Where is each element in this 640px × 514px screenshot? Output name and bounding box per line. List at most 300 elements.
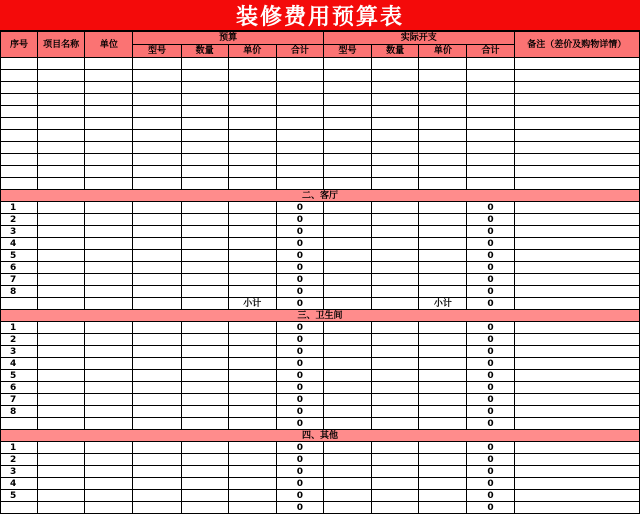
cell-note[interactable]	[514, 178, 639, 190]
cell-actual-unit-price[interactable]	[419, 94, 467, 106]
cell-budget-quantity[interactable]	[181, 82, 228, 94]
cell-budget-model[interactable]	[133, 274, 181, 286]
cell-unit[interactable]	[85, 286, 133, 298]
cell-budget-quantity[interactable]	[181, 238, 228, 250]
cell-actual-quantity[interactable]	[372, 286, 419, 298]
cell-actual-quantity[interactable]	[372, 130, 419, 142]
cell-actual-unit-price[interactable]	[419, 406, 467, 418]
cell-note[interactable]	[514, 58, 639, 70]
cell-budget-total[interactable]	[276, 178, 323, 190]
cell-unit[interactable]	[85, 370, 133, 382]
cell-actual-quantity[interactable]	[372, 346, 419, 358]
cell-unit[interactable]	[85, 466, 133, 478]
cell-budget-total[interactable]	[276, 118, 323, 130]
cell-budget-model[interactable]	[133, 334, 181, 346]
cell-note[interactable]	[514, 490, 639, 502]
cell-actual-model[interactable]	[323, 382, 371, 394]
cell-budget-quantity[interactable]	[181, 94, 228, 106]
cell-budget-unit-price[interactable]	[228, 334, 276, 346]
cell-note[interactable]	[514, 238, 639, 250]
cell-note[interactable]	[514, 214, 639, 226]
cell-budget-model[interactable]	[133, 166, 181, 178]
cell-budget-unit-price[interactable]	[228, 490, 276, 502]
cell-budget-total[interactable]	[276, 154, 323, 166]
cell-note[interactable]	[514, 94, 639, 106]
cell-budget-quantity[interactable]	[181, 178, 228, 190]
cell-unit[interactable]	[85, 226, 133, 238]
cell-budget-quantity[interactable]	[181, 202, 228, 214]
cell-budget-unit-price[interactable]	[228, 478, 276, 490]
cell-actual-quantity[interactable]	[372, 322, 419, 334]
cell-budget-quantity[interactable]	[181, 322, 228, 334]
cell-note[interactable]	[514, 502, 639, 514]
cell-seq[interactable]	[1, 154, 38, 166]
cell-actual-unit-price[interactable]	[419, 142, 467, 154]
cell-unit[interactable]	[85, 490, 133, 502]
cell-actual-quantity[interactable]	[372, 370, 419, 382]
cell-unit[interactable]	[85, 298, 133, 310]
cell-actual-model[interactable]	[323, 370, 371, 382]
cell-note[interactable]	[514, 478, 639, 490]
cell-item-name[interactable]	[38, 502, 85, 514]
cell-actual-model[interactable]	[323, 214, 371, 226]
cell-item-name[interactable]	[38, 214, 85, 226]
cell-budget-unit-price[interactable]	[228, 382, 276, 394]
cell-actual-model[interactable]	[323, 406, 371, 418]
cell-budget-model[interactable]	[133, 298, 181, 310]
cell-budget-quantity[interactable]	[181, 154, 228, 166]
cell-budget-quantity[interactable]	[181, 442, 228, 454]
cell-budget-model[interactable]	[133, 454, 181, 466]
cell-budget-quantity[interactable]	[181, 58, 228, 70]
cell-budget-model[interactable]	[133, 130, 181, 142]
cell-actual-quantity[interactable]	[372, 118, 419, 130]
cell-budget-quantity[interactable]	[181, 406, 228, 418]
cell-item-name[interactable]	[38, 106, 85, 118]
cell-note[interactable]	[514, 262, 639, 274]
cell-budget-model[interactable]	[133, 358, 181, 370]
cell-unit[interactable]	[85, 322, 133, 334]
cell-item-name[interactable]	[38, 226, 85, 238]
cell-budget-model[interactable]	[133, 106, 181, 118]
cell-budget-model[interactable]	[133, 418, 181, 430]
cell-actual-unit-price[interactable]	[419, 334, 467, 346]
cell-actual-unit-price[interactable]	[419, 274, 467, 286]
cell-actual-unit-price[interactable]	[419, 454, 467, 466]
cell-actual-quantity[interactable]	[372, 298, 419, 310]
cell-item-name[interactable]	[38, 346, 85, 358]
cell-unit[interactable]	[85, 274, 133, 286]
cell-actual-quantity[interactable]	[372, 82, 419, 94]
cell-budget-unit-price[interactable]	[228, 238, 276, 250]
cell-item-name[interactable]	[38, 466, 85, 478]
cell-budget-quantity[interactable]	[181, 382, 228, 394]
cell-item-name[interactable]	[38, 58, 85, 70]
cell-budget-total[interactable]	[276, 58, 323, 70]
cell-item-name[interactable]	[38, 478, 85, 490]
cell-seq[interactable]	[1, 142, 38, 154]
cell-actual-quantity[interactable]	[372, 334, 419, 346]
cell-actual-model[interactable]	[323, 298, 371, 310]
cell-unit[interactable]	[85, 142, 133, 154]
cell-unit[interactable]	[85, 130, 133, 142]
cell-note[interactable]	[514, 358, 639, 370]
cell-actual-model[interactable]	[323, 442, 371, 454]
cell-seq[interactable]	[1, 418, 38, 430]
cell-note[interactable]	[514, 454, 639, 466]
cell-unit[interactable]	[85, 70, 133, 82]
cell-actual-quantity[interactable]	[372, 178, 419, 190]
cell-actual-total[interactable]	[467, 94, 514, 106]
cell-actual-quantity[interactable]	[372, 58, 419, 70]
cell-actual-total[interactable]	[467, 82, 514, 94]
cell-actual-unit-price[interactable]	[419, 442, 467, 454]
cell-actual-unit-price[interactable]	[419, 322, 467, 334]
cell-seq[interactable]	[1, 502, 38, 514]
cell-unit[interactable]	[85, 166, 133, 178]
cell-budget-unit-price[interactable]	[228, 58, 276, 70]
cell-actual-quantity[interactable]	[372, 94, 419, 106]
cell-budget-unit-price[interactable]	[228, 262, 276, 274]
cell-actual-quantity[interactable]	[372, 490, 419, 502]
cell-note[interactable]	[514, 346, 639, 358]
cell-unit[interactable]	[85, 478, 133, 490]
cell-item-name[interactable]	[38, 490, 85, 502]
cell-unit[interactable]	[85, 406, 133, 418]
cell-actual-model[interactable]	[323, 502, 371, 514]
cell-seq[interactable]	[1, 178, 38, 190]
cell-item-name[interactable]	[38, 82, 85, 94]
cell-actual-model[interactable]	[323, 94, 371, 106]
cell-actual-quantity[interactable]	[372, 466, 419, 478]
cell-budget-unit-price[interactable]	[228, 286, 276, 298]
cell-item-name[interactable]	[38, 154, 85, 166]
cell-actual-model[interactable]	[323, 226, 371, 238]
cell-actual-unit-price[interactable]	[419, 358, 467, 370]
cell-budget-unit-price[interactable]	[228, 214, 276, 226]
cell-budget-quantity[interactable]	[181, 118, 228, 130]
cell-budget-model[interactable]	[133, 58, 181, 70]
cell-actual-model[interactable]	[323, 286, 371, 298]
cell-actual-quantity[interactable]	[372, 382, 419, 394]
cell-budget-model[interactable]	[133, 238, 181, 250]
cell-budget-model[interactable]	[133, 178, 181, 190]
cell-budget-model[interactable]	[133, 466, 181, 478]
cell-budget-model[interactable]	[133, 250, 181, 262]
cell-unit[interactable]	[85, 346, 133, 358]
cell-actual-model[interactable]	[323, 118, 371, 130]
cell-actual-model[interactable]	[323, 394, 371, 406]
cell-item-name[interactable]	[38, 262, 85, 274]
cell-item-name[interactable]	[38, 382, 85, 394]
cell-actual-unit-price[interactable]	[419, 478, 467, 490]
cell-item-name[interactable]	[38, 130, 85, 142]
cell-actual-unit-price[interactable]	[419, 178, 467, 190]
cell-budget-quantity[interactable]	[181, 106, 228, 118]
cell-note[interactable]	[514, 82, 639, 94]
cell-actual-quantity[interactable]	[372, 358, 419, 370]
cell-unit[interactable]	[85, 118, 133, 130]
cell-budget-model[interactable]	[133, 442, 181, 454]
cell-budget-quantity[interactable]	[181, 286, 228, 298]
cell-actual-quantity[interactable]	[372, 418, 419, 430]
cell-note[interactable]	[514, 442, 639, 454]
cell-budget-unit-price[interactable]	[228, 94, 276, 106]
cell-actual-unit-price[interactable]	[419, 202, 467, 214]
cell-actual-unit-price[interactable]	[419, 490, 467, 502]
cell-budget-model[interactable]	[133, 286, 181, 298]
cell-item-name[interactable]	[38, 322, 85, 334]
cell-unit[interactable]	[85, 334, 133, 346]
cell-actual-model[interactable]	[323, 418, 371, 430]
cell-note[interactable]	[514, 106, 639, 118]
cell-unit[interactable]	[85, 454, 133, 466]
cell-item-name[interactable]	[38, 250, 85, 262]
cell-budget-unit-price[interactable]	[228, 322, 276, 334]
cell-unit[interactable]	[85, 154, 133, 166]
cell-actual-model[interactable]	[323, 346, 371, 358]
cell-budget-unit-price[interactable]	[228, 154, 276, 166]
cell-note[interactable]	[514, 394, 639, 406]
cell-budget-model[interactable]	[133, 70, 181, 82]
cell-budget-quantity[interactable]	[181, 358, 228, 370]
cell-note[interactable]	[514, 70, 639, 82]
cell-budget-quantity[interactable]	[181, 466, 228, 478]
cell-note[interactable]	[514, 274, 639, 286]
cell-seq[interactable]	[1, 70, 38, 82]
cell-unit[interactable]	[85, 106, 133, 118]
cell-budget-model[interactable]	[133, 382, 181, 394]
cell-budget-model[interactable]	[133, 370, 181, 382]
cell-budget-total[interactable]	[276, 106, 323, 118]
cell-actual-unit-price[interactable]	[419, 466, 467, 478]
cell-note[interactable]	[514, 406, 639, 418]
cell-note[interactable]	[514, 370, 639, 382]
cell-seq[interactable]	[1, 166, 38, 178]
cell-budget-model[interactable]	[133, 346, 181, 358]
cell-budget-quantity[interactable]	[181, 214, 228, 226]
cell-actual-total[interactable]	[467, 118, 514, 130]
cell-budget-unit-price[interactable]	[228, 454, 276, 466]
cell-unit[interactable]	[85, 418, 133, 430]
cell-actual-quantity[interactable]	[372, 142, 419, 154]
cell-budget-quantity[interactable]	[181, 142, 228, 154]
cell-item-name[interactable]	[38, 406, 85, 418]
cell-budget-unit-price[interactable]	[228, 358, 276, 370]
cell-budget-quantity[interactable]	[181, 166, 228, 178]
cell-note[interactable]	[514, 382, 639, 394]
cell-item-name[interactable]	[38, 442, 85, 454]
cell-note[interactable]	[514, 118, 639, 130]
cell-budget-quantity[interactable]	[181, 250, 228, 262]
cell-budget-model[interactable]	[133, 154, 181, 166]
cell-note[interactable]	[514, 286, 639, 298]
cell-actual-model[interactable]	[323, 154, 371, 166]
cell-note[interactable]	[514, 226, 639, 238]
cell-budget-quantity[interactable]	[181, 70, 228, 82]
cell-actual-model[interactable]	[323, 202, 371, 214]
cell-note[interactable]	[514, 418, 639, 430]
cell-budget-total[interactable]	[276, 142, 323, 154]
cell-note[interactable]	[514, 154, 639, 166]
cell-actual-unit-price[interactable]	[419, 394, 467, 406]
cell-actual-quantity[interactable]	[372, 214, 419, 226]
cell-item-name[interactable]	[38, 166, 85, 178]
cell-budget-quantity[interactable]	[181, 226, 228, 238]
cell-unit[interactable]	[85, 442, 133, 454]
cell-budget-unit-price[interactable]	[228, 118, 276, 130]
cell-actual-total[interactable]	[467, 130, 514, 142]
cell-actual-unit-price[interactable]	[419, 130, 467, 142]
cell-budget-quantity[interactable]	[181, 454, 228, 466]
cell-budget-quantity[interactable]	[181, 334, 228, 346]
cell-actual-model[interactable]	[323, 130, 371, 142]
cell-budget-total[interactable]	[276, 70, 323, 82]
cell-budget-total[interactable]	[276, 166, 323, 178]
cell-item-name[interactable]	[38, 394, 85, 406]
cell-actual-unit-price[interactable]	[419, 250, 467, 262]
cell-actual-total[interactable]	[467, 154, 514, 166]
cell-budget-quantity[interactable]	[181, 478, 228, 490]
cell-actual-model[interactable]	[323, 58, 371, 70]
cell-actual-unit-price[interactable]	[419, 370, 467, 382]
cell-actual-quantity[interactable]	[372, 250, 419, 262]
cell-budget-quantity[interactable]	[181, 130, 228, 142]
cell-budget-model[interactable]	[133, 490, 181, 502]
cell-unit[interactable]	[85, 94, 133, 106]
cell-item-name[interactable]	[38, 286, 85, 298]
cell-unit[interactable]	[85, 262, 133, 274]
cell-budget-unit-price[interactable]	[228, 346, 276, 358]
cell-budget-quantity[interactable]	[181, 370, 228, 382]
cell-actual-unit-price[interactable]	[419, 238, 467, 250]
cell-budget-quantity[interactable]	[181, 274, 228, 286]
cell-actual-quantity[interactable]	[372, 166, 419, 178]
cell-actual-quantity[interactable]	[372, 394, 419, 406]
cell-actual-total[interactable]	[467, 58, 514, 70]
cell-budget-quantity[interactable]	[181, 418, 228, 430]
cell-actual-quantity[interactable]	[372, 406, 419, 418]
cell-note[interactable]	[514, 250, 639, 262]
cell-budget-model[interactable]	[133, 202, 181, 214]
cell-budget-model[interactable]	[133, 214, 181, 226]
cell-budget-quantity[interactable]	[181, 346, 228, 358]
cell-budget-model[interactable]	[133, 502, 181, 514]
cell-actual-unit-price[interactable]	[419, 346, 467, 358]
cell-budget-model[interactable]	[133, 118, 181, 130]
cell-item-name[interactable]	[38, 298, 85, 310]
cell-budget-quantity[interactable]	[181, 394, 228, 406]
cell-unit[interactable]	[85, 238, 133, 250]
cell-budget-model[interactable]	[133, 94, 181, 106]
cell-budget-unit-price[interactable]	[228, 466, 276, 478]
cell-actual-quantity[interactable]	[372, 226, 419, 238]
cell-actual-quantity[interactable]	[372, 274, 419, 286]
cell-actual-model[interactable]	[323, 166, 371, 178]
cell-note[interactable]	[514, 202, 639, 214]
cell-actual-quantity[interactable]	[372, 70, 419, 82]
cell-item-name[interactable]	[38, 334, 85, 346]
cell-item-name[interactable]	[38, 202, 85, 214]
cell-item-name[interactable]	[38, 274, 85, 286]
cell-note[interactable]	[514, 142, 639, 154]
cell-actual-quantity[interactable]	[372, 502, 419, 514]
cell-note[interactable]	[514, 334, 639, 346]
cell-unit[interactable]	[85, 214, 133, 226]
cell-actual-quantity[interactable]	[372, 106, 419, 118]
cell-budget-model[interactable]	[133, 82, 181, 94]
cell-budget-quantity[interactable]	[181, 502, 228, 514]
cell-seq[interactable]	[1, 298, 38, 310]
cell-budget-unit-price[interactable]	[228, 202, 276, 214]
cell-item-name[interactable]	[38, 142, 85, 154]
cell-budget-quantity[interactable]	[181, 490, 228, 502]
cell-item-name[interactable]	[38, 118, 85, 130]
cell-unit[interactable]	[85, 382, 133, 394]
cell-actual-model[interactable]	[323, 250, 371, 262]
cell-item-name[interactable]	[38, 358, 85, 370]
cell-actual-unit-price[interactable]	[419, 58, 467, 70]
cell-actual-model[interactable]	[323, 178, 371, 190]
cell-budget-unit-price[interactable]	[228, 406, 276, 418]
cell-budget-unit-price[interactable]	[228, 70, 276, 82]
cell-actual-quantity[interactable]	[372, 262, 419, 274]
cell-note[interactable]	[514, 466, 639, 478]
cell-actual-model[interactable]	[323, 82, 371, 94]
cell-actual-unit-price[interactable]	[419, 286, 467, 298]
cell-item-name[interactable]	[38, 370, 85, 382]
cell-unit[interactable]	[85, 82, 133, 94]
cell-seq[interactable]	[1, 58, 38, 70]
cell-actual-total[interactable]	[467, 70, 514, 82]
cell-seq[interactable]	[1, 130, 38, 142]
cell-actual-unit-price[interactable]	[419, 118, 467, 130]
cell-actual-quantity[interactable]	[372, 454, 419, 466]
cell-actual-model[interactable]	[323, 262, 371, 274]
cell-actual-model[interactable]	[323, 358, 371, 370]
cell-seq[interactable]	[1, 94, 38, 106]
cell-budget-model[interactable]	[133, 262, 181, 274]
cell-budget-unit-price[interactable]	[228, 226, 276, 238]
cell-unit[interactable]	[85, 358, 133, 370]
cell-actual-model[interactable]	[323, 106, 371, 118]
cell-actual-total[interactable]	[467, 142, 514, 154]
cell-item-name[interactable]	[38, 454, 85, 466]
cell-budget-unit-price[interactable]	[228, 250, 276, 262]
cell-item-name[interactable]	[38, 418, 85, 430]
cell-unit[interactable]	[85, 178, 133, 190]
cell-actual-quantity[interactable]	[372, 442, 419, 454]
cell-budget-model[interactable]	[133, 478, 181, 490]
cell-budget-unit-price[interactable]	[228, 442, 276, 454]
cell-budget-total[interactable]	[276, 130, 323, 142]
cell-budget-quantity[interactable]	[181, 298, 228, 310]
cell-unit[interactable]	[85, 250, 133, 262]
cell-budget-quantity[interactable]	[181, 262, 228, 274]
cell-budget-model[interactable]	[133, 226, 181, 238]
cell-budget-unit-price[interactable]	[228, 142, 276, 154]
cell-actual-total[interactable]	[467, 178, 514, 190]
cell-actual-quantity[interactable]	[372, 154, 419, 166]
cell-budget-model[interactable]	[133, 406, 181, 418]
cell-budget-unit-price[interactable]	[228, 370, 276, 382]
cell-actual-model[interactable]	[323, 142, 371, 154]
cell-actual-model[interactable]	[323, 274, 371, 286]
cell-seq[interactable]	[1, 82, 38, 94]
cell-actual-unit-price[interactable]	[419, 166, 467, 178]
cell-budget-unit-price[interactable]	[228, 394, 276, 406]
cell-actual-total[interactable]	[467, 166, 514, 178]
